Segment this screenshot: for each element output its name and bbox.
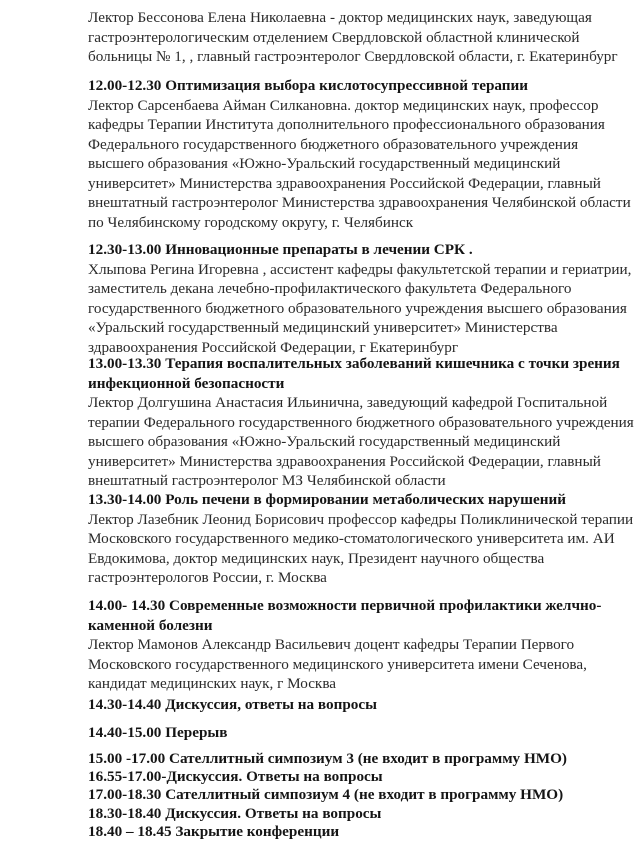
speaker-line: кафедры Терапии Института дополнительного профессионального образования xyxy=(88,116,605,133)
session-block xyxy=(88,596,628,694)
session-title: каменной болезни xyxy=(88,616,213,634)
speaker-line: внештатный гастроэнтеролог МЗ Челябинской области xyxy=(88,472,446,489)
discussion-title: 14.30-14.40 Дискуссия, ответы на вопросы xyxy=(88,696,377,713)
speaker-line: высшего образования «Южно-Уральский государственный медицинский xyxy=(88,155,561,172)
speaker-line: внештатный гастроэнтеролог Министерства здравоохранения Челябинской области xyxy=(88,194,631,211)
speaker-line: высшего образования «Южно-Уральский государственный медицинский xyxy=(88,433,561,450)
schedule-item: 15.00 -17.00 Сателлитный симпозиум 3 (не входит в программу НМО) xyxy=(88,750,567,767)
schedule-item: 17.00-18.30 Сателлитный симпозиум 4 (не входит в программу НМО) xyxy=(88,786,564,804)
session-block xyxy=(88,76,631,232)
speaker-line: здравоохранения Российской Федерации, г Екатеринбург xyxy=(88,338,459,356)
session-title: 12.30-13.00 Инновационные препараты в лечении СРК . xyxy=(88,241,473,258)
speaker-line: заместитель декана лечебно-профилактического факультета Федерального xyxy=(88,280,572,297)
session-title: инфекционной безопасности xyxy=(88,374,285,392)
schedule-item: 18.30-18.40 Дискуссия. Ответы на вопросы xyxy=(88,804,382,822)
session-title: 13.30-14.00 Роль печени в формировании метаболических нарушений xyxy=(88,491,566,508)
speaker-line: кандидат медицинских наук, г Москва xyxy=(88,675,337,692)
session-title: 13.00-13.30 Терапия воспалительных заболеваний кишечника с точки зрения xyxy=(88,355,620,372)
speaker-line: университет» Министерства здравоохранения Российской Федерации, главный xyxy=(88,174,601,192)
session-block xyxy=(88,354,634,491)
speaker-line: Московского государственного медико-стоматологического университета им. АИ xyxy=(88,530,615,547)
speaker-line: университет» Министерства здравоохранения Российской Федерации, главный xyxy=(88,452,601,470)
session-title: 14.00- 14.30 Современные возможности первичной профилактики желчно- xyxy=(88,597,602,614)
speaker-line: Хлыпова Регина Игоревна , ассистент кафедры факультетской терапии и гериатрии, xyxy=(88,260,632,278)
speaker-line: Лектор Сарсенбаева Айман Силкановна. доктор медицинских наук, профессор xyxy=(88,96,599,114)
speaker-line: государственного бюджетного образовательного учреждения высшего образования xyxy=(88,299,627,317)
session-block xyxy=(88,490,634,588)
speaker-line: гастроэнтерологическим отделением Свердловской областной клинической xyxy=(88,28,580,46)
speaker-line: по Челябинскому городскому округу, г. Челябинск xyxy=(88,213,414,231)
speaker-line: терапии Федерального государственного бюджетного образовательного учреждения xyxy=(88,413,634,431)
schedule-item: 18.40 – 18.45 Закрытие конференции xyxy=(88,822,340,840)
speaker-line: Евдокимова, доктор медицинских наук, Президент научного общества xyxy=(88,549,545,567)
speaker-line: Лектор Долгушина Анастасия Ильинична, заведующий кафедрой Госпитальной xyxy=(88,394,608,411)
speaker-line: Лектор Мамонов Александр Васильевич доцент кафедры Терапии Первого xyxy=(88,636,575,653)
speaker-line: Лектор Лазебник Леонид Борисович профессор кафедры Поликлинической терапии xyxy=(88,510,634,528)
speaker-line: гастроэнтерологов России, г. Москва xyxy=(88,569,327,586)
session-title: 12.00-12.30 Оптимизация выбора кислотосупрессивной терапии xyxy=(88,77,529,94)
session-block xyxy=(88,8,628,67)
speaker-line: Федерального государственного бюджетного образовательного учреждения xyxy=(88,135,579,153)
discussion-item xyxy=(88,695,628,715)
break-title: 14.40-15.00 Перерыв xyxy=(88,724,228,741)
speaker-line: больницы № 1, , главный гастроэнтеролог Свердловской области, г. Екатеринбург xyxy=(88,48,618,65)
speaker-line: Московского государственного медицинского университета имени Сеченова, xyxy=(88,655,587,673)
speaker-line: Лектор Бессонова Елена Николаевна - доктор медицинских наук, заведующая xyxy=(88,9,592,26)
speaker-line: «Уральский государственный медицинский университет» Министерства xyxy=(88,319,558,336)
schedule-item: 16.55-17.00-Дискуссия. Ответы на вопросы xyxy=(88,768,383,786)
break-item xyxy=(88,723,628,743)
session-block xyxy=(88,240,632,357)
closing-schedule xyxy=(88,750,628,841)
